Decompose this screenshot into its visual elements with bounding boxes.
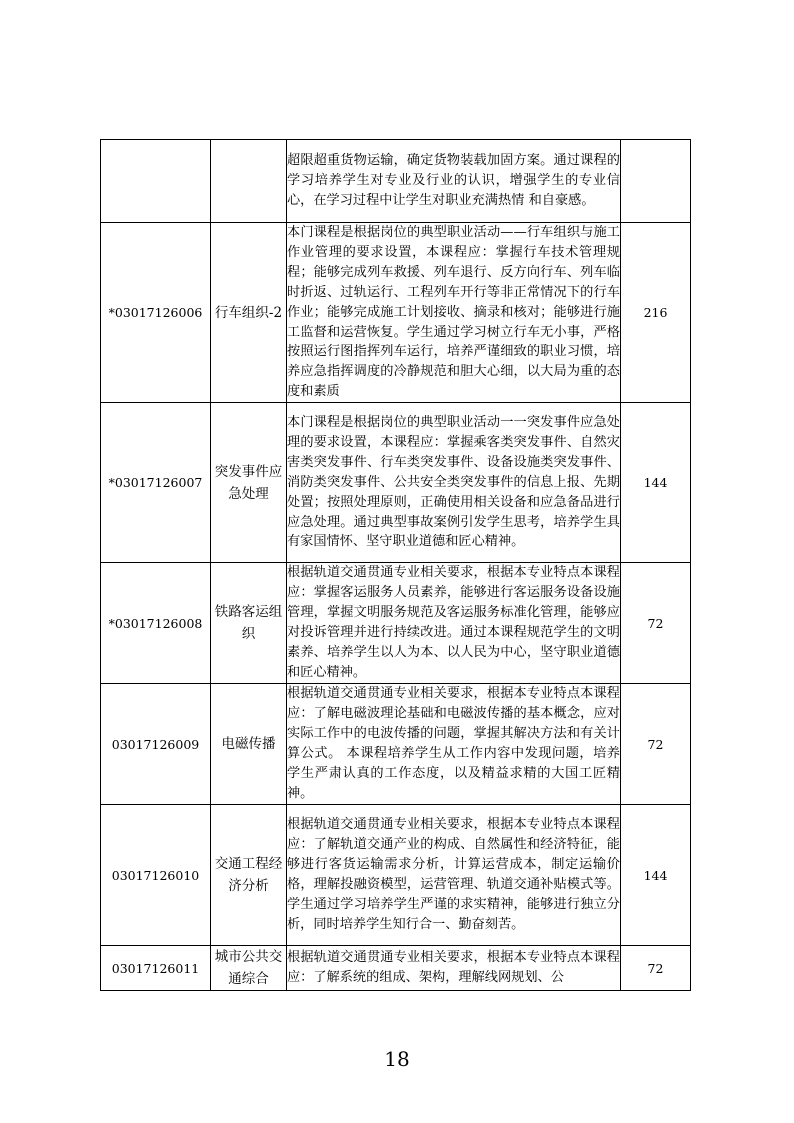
course-code-cell: 03017126010: [101, 805, 211, 946]
course-code-cell: 03017126011: [101, 946, 211, 991]
course-code-cell: *03017126008: [101, 563, 211, 684]
course-hours-cell: 72: [621, 563, 691, 684]
course-name-cell: [211, 140, 287, 223]
course-description-cell: 根据轨道交通贯通专业相关要求，根据本专业特点本课程应：了解系统的组成、架构，理解线网规划、公: [287, 946, 621, 991]
course-name-cell: 铁路客运组织: [211, 563, 287, 684]
table-row: [101, 684, 691, 805]
course-table: [100, 139, 691, 991]
table-row: [101, 223, 691, 403]
course-name-cell: 行车组织-2: [211, 223, 287, 403]
course-name-cell: 突发事件应急处理: [211, 403, 287, 563]
course-code-cell: *03017126006: [101, 223, 211, 403]
course-name-cell: 交通工程经济分析: [211, 805, 287, 946]
course-code-cell: [101, 140, 211, 223]
course-name-cell: 电磁传播: [211, 684, 287, 805]
course-description-cell: 根据轨道交通贯通专业相关要求，根据本专业特点本课程应：了解电磁波理论基础和电磁波传播的基本概念，应对实际工作中的电波传播的问题，掌握其解决方法和有关计算公式。 本课程培养学生从工作内容中发现问题，培养学生严肃认真的工作态度，以及精益求精的大国工匠精神。: [287, 684, 621, 805]
course-name-cell: 城市公共交通综合: [211, 946, 287, 991]
course-description-cell: 本门课程是根据岗位的典型职业活动——行车组织与施工作业管理的要求设置，本课程应：掌握行车技术管理规程；能够完成列车救援、列车退行、反方向行车、列车临时折返、过轨运行、工程列车开行等非正常情况下的行车作业；能够完成施工计划接收、摘录和核对；能够进行施工监督和运营恢复。学生通过学习树立行车无小事，严格按照运行图指挥列车运行，培养严谨细致的职业习惯，培养应急指挥调度的冷静规范和胆大心细，以大局为重的态度和素质: [287, 223, 621, 403]
course-hours-cell: 72: [621, 946, 691, 991]
course-hours-cell: 216: [621, 223, 691, 403]
table-row: [101, 140, 691, 223]
course-hours-cell: 144: [621, 403, 691, 563]
table-row: [101, 403, 691, 563]
course-description-cell: 本门课程是根据岗位的典型职业活动一一突发事件应急处理的要求设置，本课程应：掌握乘客类突发事件、自然灾害类突发事件、行车类突发事件、设备设施类突发事件、消防类突发事件、公共安全类突发事件的信息上报、先期处置；按照处理原则，正确使用相关设备和应急备品进行应急处理。通过典型事故案例引发学生思考，培养学生具有家国情怀、坚守职业道德和匠心精神。: [287, 403, 621, 563]
table-row: [101, 563, 691, 684]
table-row: [101, 946, 691, 991]
course-code-cell: 03017126009: [101, 684, 211, 805]
course-description-cell: 根据轨道交通贯通专业相关要求，根据本专业特点本课程应：了解轨道交通产业的构成、自然属性和经济特征，能够进行客货运输需求分析，计算运营成本，制定运输价格，理解投融资模型，运营管理、轨道交通补贴模式等。学生通过学习培养学生严谨的求实精神，能够进行独立分析，同时培养学生知行合一、勤奋刻苦。: [287, 805, 621, 946]
course-description-cell: 根据轨道交通贯通专业相关要求，根据本专业特点本课程应：掌握客运服务人员素养，能够进行客运服务设备设施管理，掌握文明服务规范及客运服务标准化管理，能够应对投诉管理并进行持续改进。通过本课程规范学生的文明素养、培养学生以人为本、以人民为中心，坚守职业道德和匠心精神。: [287, 563, 621, 684]
page-number: 18: [384, 1047, 410, 1071]
course-code-cell: *03017126007: [101, 403, 211, 563]
course-hours-cell: 72: [621, 684, 691, 805]
table-row: [101, 805, 691, 946]
course-hours-cell: [621, 140, 691, 223]
course-description-cell: 超限超重货物运输，确定货物装载加固方案。通过课程的学习培养学生对专业及行业的认识，增强学生的专业信心，在学习过程中让学生对职业充满热情 和自豪感。: [287, 140, 621, 223]
course-hours-cell: 144: [621, 805, 691, 946]
